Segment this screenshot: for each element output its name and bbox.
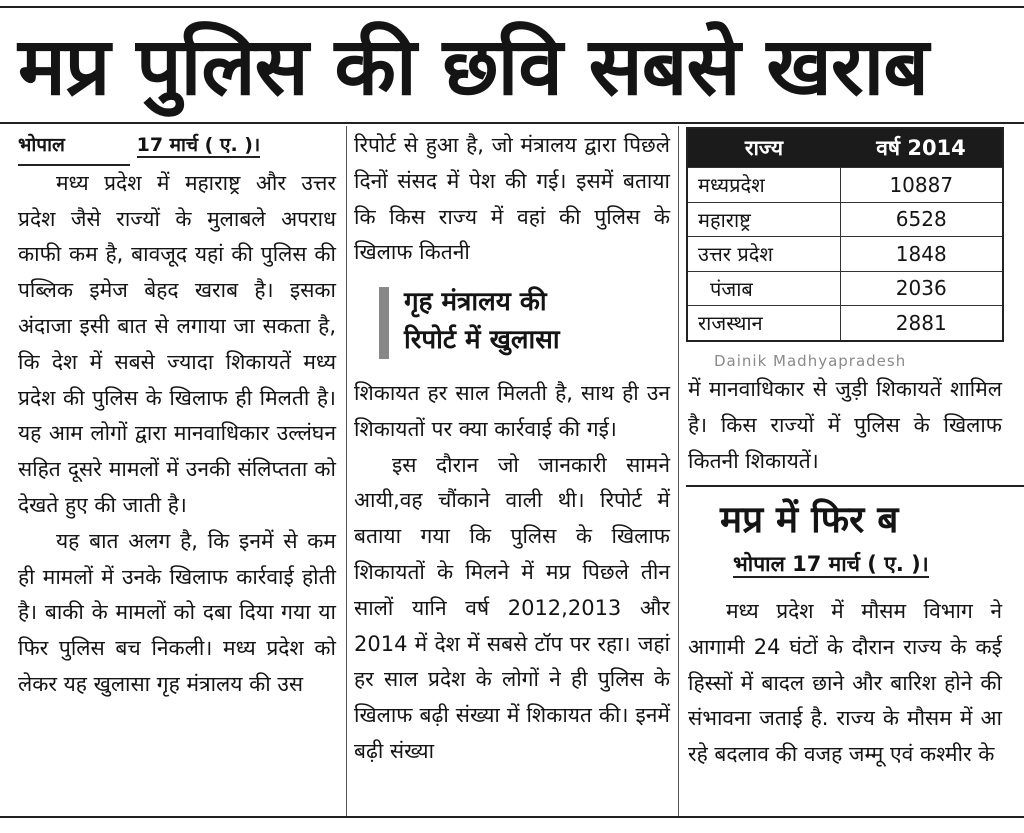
subheading-line-2: रिपोर्ट में खुलासा [404, 325, 560, 355]
second-story-body [688, 594, 1002, 773]
table-cell-value: 2881 [840, 306, 1003, 341]
col1-paragraph-2: यह बात अलग है, कि इनमें से कम ही मामलों में उनके खिलाफ कार्रवाई होती है। बाकी के मामलों को दबा दिया गया या फिर पुलिस बच निकली। मध्य प्रदेश को लेकर यह खुलासा गृह मंत्रालय की उस [18, 528, 336, 696]
subheading [379, 283, 694, 365]
subheading-line-1: गृह मंत्रालय की [404, 287, 547, 317]
column-1 [18, 128, 336, 703]
main-headline: मप्र पुलिस की छवि सबसे खराब [18, 20, 928, 113]
column-divider-1 [346, 126, 347, 816]
table-header-row [687, 128, 1003, 168]
table-cell-state: मध्यप्रदेश [687, 168, 840, 203]
table-cell-state: पंजाब [687, 271, 840, 306]
col2-paragraph-2: इस दौरान जो जानकारी सामने आयी,वह चौंकाने वाली थी। रिपोर्ट में बताया गया कि पुलिस के खिलाफ शिकायतों के मिलने में मप्र पिछले तीन सालों यानि वर्ष 2012,2013 और 2014 में देश में सबसे टॉप पर रहा। जहां हर साल प्रदेश के लोगों ने ही पुलिस के खिलाफ बढ़ी संख्या में शिकायत की। इनमें बढ़ी संख्या [354, 452, 670, 763]
story-separator-rule [686, 485, 1024, 487]
column-2-bottom [354, 376, 670, 770]
table-row [687, 168, 1003, 203]
table-cell-state: उत्तर प्रदेश [687, 237, 840, 272]
dateline-date: 17 मार्च ( ए. )। [136, 134, 261, 156]
top-rule [0, 6, 1024, 8]
table-row [687, 271, 1003, 306]
second-story-text: मध्य प्रदेश में मौसम विभाग ने आगामी 24 घंटों के दौरान राज्य के कई हिस्सों में बादल छाने और बारिश होने की संभावना जताई है. राज्य के मौसम में आ रहे बदलाव की वजह जम्मू एवं कश्मीर के [688, 599, 1002, 767]
column-2-top [354, 128, 670, 271]
dateline [18, 128, 336, 166]
table-cell-value: 6528 [840, 202, 1003, 237]
complaints-table [686, 127, 1004, 342]
table-row [687, 237, 1003, 272]
column-divider-2 [678, 126, 679, 816]
subheading-bar [379, 287, 389, 359]
column-3 [688, 372, 1002, 479]
second-story-headline: मप्र में फिर ब [720, 498, 899, 541]
headline-rule [0, 122, 1024, 124]
dateline-location: भोपाल [18, 128, 130, 166]
table-cell-value: 10887 [840, 168, 1003, 203]
table-header-year: वर्ष 2014 [840, 128, 1003, 168]
table-cell-state: राजस्थान [687, 306, 840, 341]
col1-paragraph-1: मध्य प्रदेश में महाराष्ट्र और उत्तर प्रदेश जैसे राज्यों के मुलाबले अपराध काफी कम है, बावजूद यहां की पुलिस की पब्लिक इमेज बेहद खराब है। इसका अंदाजा इसी बात से लगाया जा सकता है, कि देश में सबसे ज्यादा शिकायतें मध्य प्रदेश की पुलिस के खिलाफ ही मिलती है। यह आम लोगों द्वारा मानवाधिकार उल्लंघन सहित दूसरे मामलों में उनकी संलिप्तता को देखते हुए की जाती है। [18, 170, 336, 517]
second-story-dateline [733, 550, 929, 578]
col2-paragraph-1: शिकायत हर साल मिलती है, साथ ही उन शिकायतों पर क्या कार्रवाई की गई। [354, 381, 670, 441]
table-row [687, 306, 1003, 341]
watermark: Dainik Madhyapradesh [714, 352, 907, 370]
bottom-rule [0, 816, 1024, 818]
table-cell-value: 2036 [840, 271, 1003, 306]
table-header-state: राज्य [687, 128, 840, 168]
col2-top-text: रिपोर्ट से हुआ है, जो मंत्रालय द्वारा पिछले दिनों संसद में पेश की गई। इसमें बताया कि किस राज्य में वहां की पुलिस के खिलाफ कितनी [354, 133, 670, 265]
table-cell-value: 1848 [840, 237, 1003, 272]
table-cell-state: महाराष्ट्र [687, 202, 840, 237]
second-story-dateline-text: भोपाल 17 मार्च ( ए. )। [733, 552, 929, 576]
col3-text: में मानवाधिकार से जुड़ी शिकायतें शामिल है। किस राज्यों में पुलिस के खिलाफ कितनी शिकायतें। [688, 377, 1002, 473]
table-row [687, 202, 1003, 237]
